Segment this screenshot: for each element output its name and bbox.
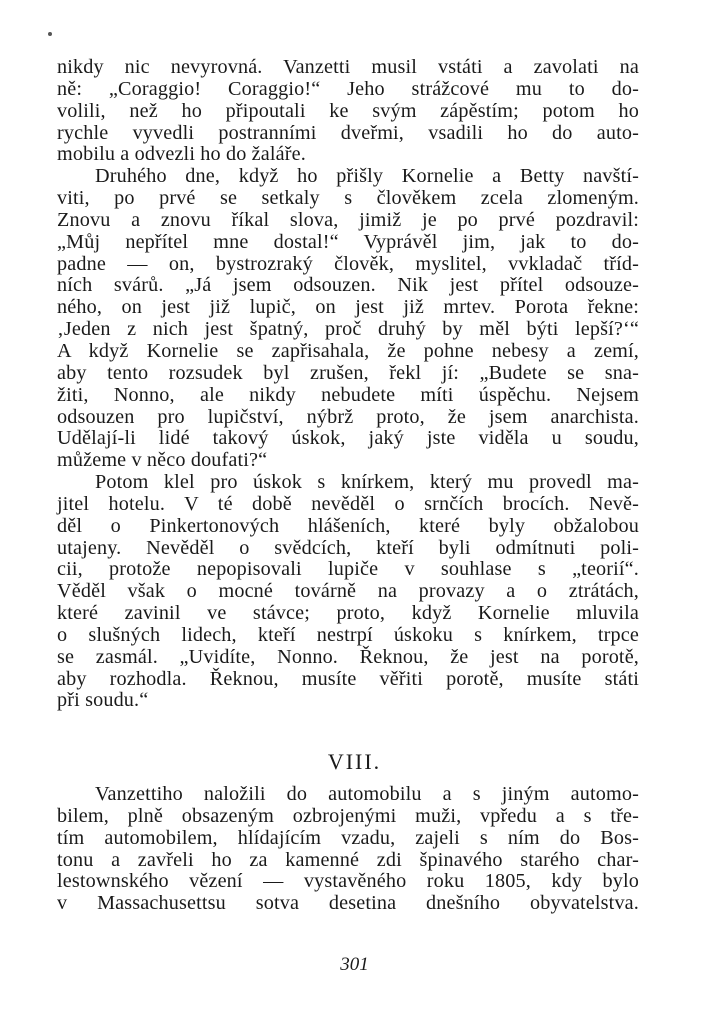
- text-line: bilem, plně obsazeným ozbrojenými muži, vpředu a s tře-: [57, 804, 639, 827]
- text-line: jitel hotelu. V té době nevěděl o srnčích brocích. Nevě-: [57, 492, 639, 515]
- text-line: Znovu a znovu říkal slova, jimiž je po prvé pozdravil:: [57, 208, 639, 231]
- main-text: [57, 57, 639, 712]
- paragraph-2: [57, 166, 639, 472]
- text-line: ‚Jeden z nich jest špatný, proč druhý by měl býti lepší?‘“: [57, 318, 639, 341]
- text-line: A když Kornelie se zapřisahala, že pohne nebesy a zemí,: [57, 339, 639, 362]
- text-line: Vanzettiho naložili do automobilu a s jiným automo-: [95, 783, 639, 805]
- page-number: 301: [340, 954, 369, 975]
- text-line: tím automobilem, hlídajícím vzadu, zajeli s ním do Bos-: [57, 826, 639, 849]
- text-line: volili, než ho připoutali ke svým zápěstím; potom ho: [57, 99, 639, 122]
- text-line: rychle vyvedli postranními dveřmi, vsadili ho do auto-: [57, 121, 639, 144]
- text-line: můžeme v něco doufati?“: [57, 449, 268, 472]
- text-line: aby tento rozsudek byl zrušen, řekl jí: „Budete se sna-: [57, 361, 639, 384]
- text-line: lestownského vězení — vystavěného roku 1805, kdy bylo: [57, 870, 639, 893]
- page-speck: [48, 32, 52, 36]
- text-line: děl o Pinkertonových hlášeních, které byly obžalobou: [57, 514, 639, 537]
- text-line: odsouzen pro lupičství, nýbrž proto, že jsem anarchista.: [57, 405, 639, 428]
- chapter-text: [57, 784, 639, 915]
- text-line: ních svárů. „Já jsem odsouzen. Nik jest přítel odsouze-: [57, 274, 639, 297]
- text-line: Věděl však o mocné továrně na provazy a o ztrátách,: [57, 580, 639, 603]
- text-line: viti, po prvé se setkaly s člověkem zcela zlomeným.: [57, 187, 639, 210]
- text-line: ného, on jest již lupič, on jest již mrtev. Porota řekne:: [57, 296, 639, 319]
- text-line: Udělají-li lidé takový úskok, jaký jste viděla u soudu,: [57, 427, 639, 450]
- paragraph-1: [57, 57, 639, 166]
- text-line: žiti, Nonno, ale nikdy nebudete míti úspěchu. Nejsem: [57, 383, 639, 406]
- paragraph-3: [57, 472, 639, 712]
- text-line: tonu a zavřeli ho za kamenné zdi špinavého starého char-: [57, 848, 639, 871]
- chapter-heading: VIII.: [327, 749, 382, 774]
- text-line: Potom klel pro úskok s knírkem, který mu provedl ma-: [95, 471, 639, 494]
- text-line: které zavinil ve stávce; proto, když Kornelie mluvila: [57, 602, 639, 625]
- text-line: mobilu a odvezli ho do žaláře.: [57, 143, 306, 166]
- text-line: aby rozhodla. Řeknou, musíte věřiti porotě, musíte státi: [57, 667, 639, 690]
- text-line: „Můj nepřítel mne dostal!“ Vyprávěl jim, jak to do-: [57, 230, 639, 253]
- text-line: v Massachusettsu sotva desetina dnešního obyvatelstva.: [57, 892, 639, 915]
- paragraph-4: [57, 784, 639, 915]
- text-line: se zasmál. „Uvidíte, Nonno. Řeknou, že jest na porotě,: [57, 645, 639, 668]
- text-line: ně: „Coraggio! Coraggio!“ Jeho strážcové mu to do-: [57, 77, 639, 100]
- text-line: Druhého dne, když ho přišly Kornelie a Betty navští-: [95, 165, 639, 188]
- text-line: při soudu.“: [57, 689, 149, 712]
- text-line: o slušných lidech, kteří nestrpí úskoku s knírkem, trpce: [57, 623, 639, 646]
- text-line: cii, protože nepopisovali lupiče v souhlase s „teorií“.: [57, 558, 639, 581]
- text-line: nikdy nic nevyrovná. Vanzetti musil vstáti a zavolati na: [57, 56, 639, 78]
- text-line: padne — on, bystrozraký člověk, myslitel, vvkladač tříd-: [57, 252, 639, 275]
- text-line: utajeny. Nevěděl o svědcích, kteří byli odmítnuti poli-: [57, 536, 639, 559]
